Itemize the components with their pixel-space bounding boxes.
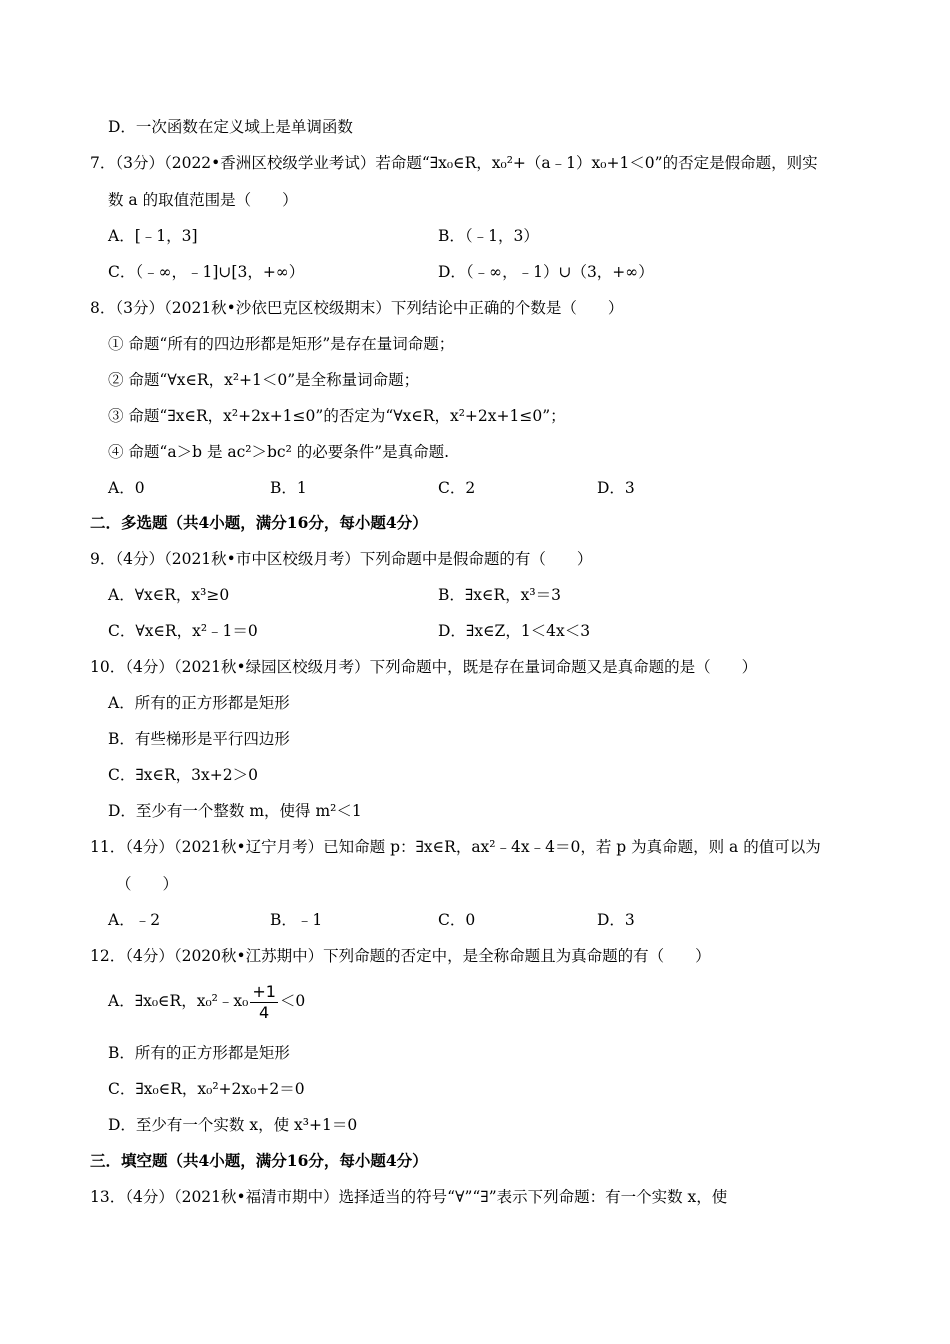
q12-option-b: B．所有的正方形都是矩形 [108,1044,290,1062]
section-2-heading: 二．多选题（共4小题，满分16分，每小题4分） [90,513,428,532]
q12-option-a [108,980,305,1023]
q9-option-a: A．∀x∈R，x³≥0 [108,586,230,604]
q9-option-d: D．∃x∈Z，1＜4x＜3 [438,622,591,640]
q6-option-d: D．一次函数在定义域上是单调函数 [108,118,353,136]
q7-stem-line1: 7．（3分）（2022•香洲区校级学业考试）若命题“∃x₀∈R，x₀²+（a﹣1）x₀+1＜0”的否定是假命题，则实 [90,154,818,172]
fraction-numerator: +1 [252,981,276,1001]
q11-option-d: D．3 [597,911,635,929]
q12-option-c: C．∃x₀∈R，x₀²+2x₀+2＝0 [108,1080,305,1098]
q8-option-b: B．1 [270,479,307,497]
q11-option-b: B．﹣1 [270,911,323,929]
q12-option-a-suffix: ＜0 [279,992,306,1010]
q8-statement-3: ③ 命题“∃x∈R，x²+2x+1≤0”的否定为“∀x∈R，x²+2x+1≤0”； [108,407,566,425]
fraction-denominator: 4 [259,1002,270,1022]
q10-option-b: B．有些梯形是平行四边形 [108,730,290,748]
q10-option-a: A．所有的正方形都是矩形 [108,694,290,712]
q8-statement-2: ② 命题“∀x∈R，x²+1＜0”是全称量词命题； [108,371,420,389]
q12-stem: 12．（4分）（2020秋•江苏期中）下列命题的否定中，是全称命题且为真命题的有（ ） [90,947,711,965]
q9-stem: 9．（4分）（2021秋•市中区校级月考）下列命题中是假命题的有（ ） [90,550,593,568]
q11-option-c: C．0 [438,911,476,929]
q12-option-d: D．至少有一个实数 x，使 x³+1＝0 [108,1116,358,1134]
q11-stem-line2: （ ） [116,875,179,893]
q7-option-d: D．（﹣∞，﹣1）∪（3，+∞） [438,263,654,281]
q12-option-a-fraction [250,982,278,1023]
q8-option-c: C．2 [438,479,476,497]
q7-option-b: B．（﹣1，3） [438,227,539,245]
q11-option-a: A．﹣2 [108,911,161,929]
q9-option-b: B．∃x∈R，x³＝3 [438,586,562,604]
q11-stem-line1: 11．（4分）（2021秋•辽宁月考）已知命题 p：∃x∈R，ax²﹣4x﹣4＝0，若 p 为真命题，则 a 的值可以为 [90,838,821,856]
q8-option-d: D．3 [597,479,635,497]
q13-stem: 13．（4分）（2021秋•福清市期中）选择适当的符号“∀”“∃”表示下列命题：有一个实数 x，使 [90,1188,728,1206]
q8-statement-4: ④ 命题“a＞b 是 ac²＞bc² 的必要条件”是真命题. [108,443,450,461]
q8-stem: 8．（3分）（2021秋•沙依巴克区校级期末）下列结论中正确的个数是（ ） [90,299,624,317]
q8-statement-1: ① 命题“所有的四边形都是矩形”是存在量词命题； [108,335,455,353]
q10-stem: 10．（4分）（2021秋•绿园区校级月考）下列命题中，既是存在量词命题又是真命题的是（ ） [90,658,758,676]
q12-option-a-prefix: A．∃x₀∈R，x₀²﹣x₀ [108,992,249,1010]
q7-stem-line2: 数 a 的取值范围是（ ） [108,191,298,209]
q7-option-a: A．[﹣1，3] [108,227,198,245]
q8-option-a: A．0 [108,479,145,497]
q7-option-c: C．（﹣∞，﹣1]∪[3，+∞） [108,263,305,281]
q10-option-d: D．至少有一个整数 m，使得 m²＜1 [108,802,362,820]
q9-option-c: C．∀x∈R，x²﹣1＝0 [108,622,258,640]
section-3-heading: 三．填空题（共4小题，满分16分，每小题4分） [90,1151,428,1170]
q10-option-c: C．∃x∈R，3x+2＞0 [108,766,258,784]
